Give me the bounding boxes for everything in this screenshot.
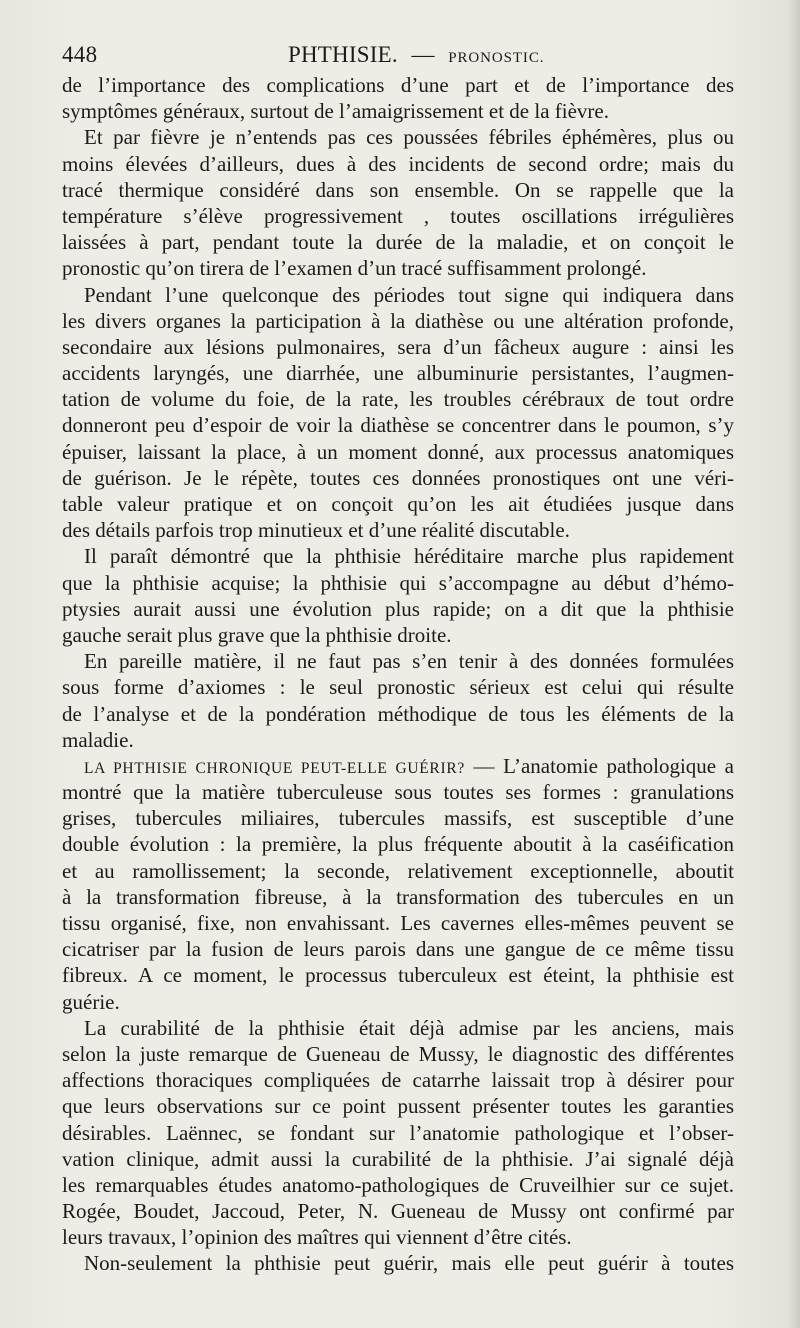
text-line: de l’analyse et de la pondération méthodique de tous les éléments de la bbox=[62, 701, 734, 726]
text-line: les remarquables études anatomo-pathologiques de Cruveilhier sur ce sujet. bbox=[62, 1172, 734, 1197]
text-line: tracé thermique considéré dans son ensemble. On se rappelle que la bbox=[62, 177, 734, 202]
text-line: à la transformation fibreuse, à la transformation des tubercules en un bbox=[62, 884, 734, 909]
running-title-main: PHTHISIE. bbox=[288, 42, 398, 67]
text-line: fibreux. A ce moment, le processus tuberculeux est éteint, la phthisie est bbox=[62, 963, 734, 988]
text-line: Pendant l’une quelconque des périodes tout signe qui indiquera dans bbox=[84, 282, 734, 307]
text-line-fragment: L’anatomie pathologique a bbox=[503, 753, 735, 778]
text-line: pronostic qu’on tirera de l’examen d’un tracé suffisamment prolongé. bbox=[62, 256, 647, 281]
text-line: double évolution : la première, la plus fréquente aboutit à la caséification bbox=[62, 832, 734, 857]
text-line: symptômes généraux, surtout de l’amaigrissement et de la fièvre. bbox=[62, 99, 609, 124]
text-line: selon la juste remarque de Gueneau de Mussy, le diagnostic des différentes bbox=[62, 1041, 734, 1066]
text-line: des détails parfois trop minutieux et d’une réalité discutable. bbox=[62, 518, 570, 543]
page-number: 448 bbox=[62, 42, 98, 67]
text-line: secondaire aux lésions pulmonaires, sera d’un fâcheux augure : ainsi les bbox=[62, 334, 734, 359]
running-header bbox=[62, 38, 734, 72]
text-line: Et par fièvre je n’entends pas ces poussées fébriles éphémères, plus ou bbox=[84, 125, 734, 150]
text-line: que la phthisie acquise; la phthisie qui s’accompagne au début d’hémo- bbox=[62, 570, 734, 595]
text-line: les divers organes la participation à la diathèse ou une altération profonde, bbox=[62, 308, 734, 333]
section-heading: LA PHTHISIE CHRONIQUE PEUT-ELLE GUÉRIR? bbox=[84, 759, 465, 777]
text-line: cicatriser par la fusion de leurs parois dans une gangue de ce même tissu bbox=[62, 937, 734, 962]
body-text bbox=[62, 72, 734, 1277]
text-line: accidents laryngés, une diarrhée, une albuminurie persistantes, l’augmen- bbox=[62, 361, 734, 386]
running-title-section: PRONOSTIC. bbox=[448, 50, 545, 66]
text-line: et au ramollissement; la seconde, relativement exceptionnelle, aboutit bbox=[62, 858, 734, 883]
section-heading-dash: — bbox=[473, 753, 495, 778]
text-line: moins élevées d’ailleurs, dues à des incidents de second ordre; mais du bbox=[62, 151, 734, 176]
text-line: Non-seulement la phthisie peut guérir, mais elle peut guérir à toutes bbox=[84, 1251, 734, 1276]
text-line: de l’importance des complications d’une part et de l’importance des bbox=[62, 73, 734, 97]
text-line: La curabilité de la phthisie était déjà admise par les anciens, mais bbox=[84, 1015, 734, 1040]
text-line: En pareille matière, il ne faut pas s’en tenir à des données formulées bbox=[84, 649, 734, 674]
text-line: leurs travaux, l’opinion des maîtres qui viennent d’être cités. bbox=[62, 1225, 572, 1250]
text-line: montré que la matière tuberculeuse sous toutes ses formes : granulations bbox=[62, 780, 734, 805]
running-title bbox=[288, 42, 544, 68]
section-heading-line bbox=[62, 753, 734, 779]
text-line: que leurs observations sur ce point pussent présenter toutes les garanties bbox=[62, 1094, 734, 1119]
text-line: table valeur pratique et on conçoit qu’on les ait étudiées jusque dans bbox=[62, 492, 734, 516]
text-line: gauche serait plus grave que la phthisie droite. bbox=[62, 622, 452, 647]
text-line: guérie. bbox=[62, 989, 120, 1014]
text-line: donneront peu d’espoir de voir la diathèse se concentrer dans le poumon, s’y bbox=[62, 413, 734, 438]
text-line: tissu organisé, fixe, non envahissant. Les cavernes elles-mêmes peuvent se bbox=[62, 911, 734, 935]
text-line: vation clinique, admit aussi la curabilité de la phthisie. J’ai signalé déjà bbox=[62, 1146, 734, 1171]
running-title-dash: — bbox=[411, 42, 435, 67]
text-line: désirables. Laënnec, se fondant sur l’anatomie pathologique et l’obser- bbox=[62, 1120, 734, 1145]
text-line: Il paraît démontré que la phthisie héréditaire marche plus rapidement bbox=[84, 544, 734, 569]
text-line: tation de volume du foie, de la rate, les troubles cérébraux de tout ordre bbox=[62, 387, 734, 412]
text-line: maladie. bbox=[62, 727, 134, 752]
text-line: sous forme d’axiomes : le seul pronostic sérieux est celui qui résulte bbox=[62, 675, 734, 700]
text-line: Rogée, Boudet, Jaccoud, Peter, N. Gueneau de Mussy ont confirmé par bbox=[62, 1199, 734, 1224]
text-line: laissées à part, pendant toute la durée de la maladie, et on conçoit le bbox=[62, 230, 734, 255]
text-line: grises, tubercules miliaires, tubercules massifs, est susceptible d’une bbox=[62, 806, 734, 831]
text-line: température s’élève progressivement , toutes oscillations irrégulières bbox=[62, 203, 734, 228]
text-line: ptysies aurait aussi une évolution plus rapide; on a dit que la phthisie bbox=[62, 596, 734, 621]
text-line: épuiser, laissant la place, à un moment donné, aux processus anatomiques bbox=[62, 439, 734, 464]
text-line: affections thoraciques compliquées de catarrhe laissait trop à désirer pour bbox=[62, 1068, 734, 1093]
text-line: de guérison. Je le répète, toutes ces données pronostiques ont une véri- bbox=[62, 465, 734, 490]
page-edge-shadow bbox=[788, 0, 800, 1328]
